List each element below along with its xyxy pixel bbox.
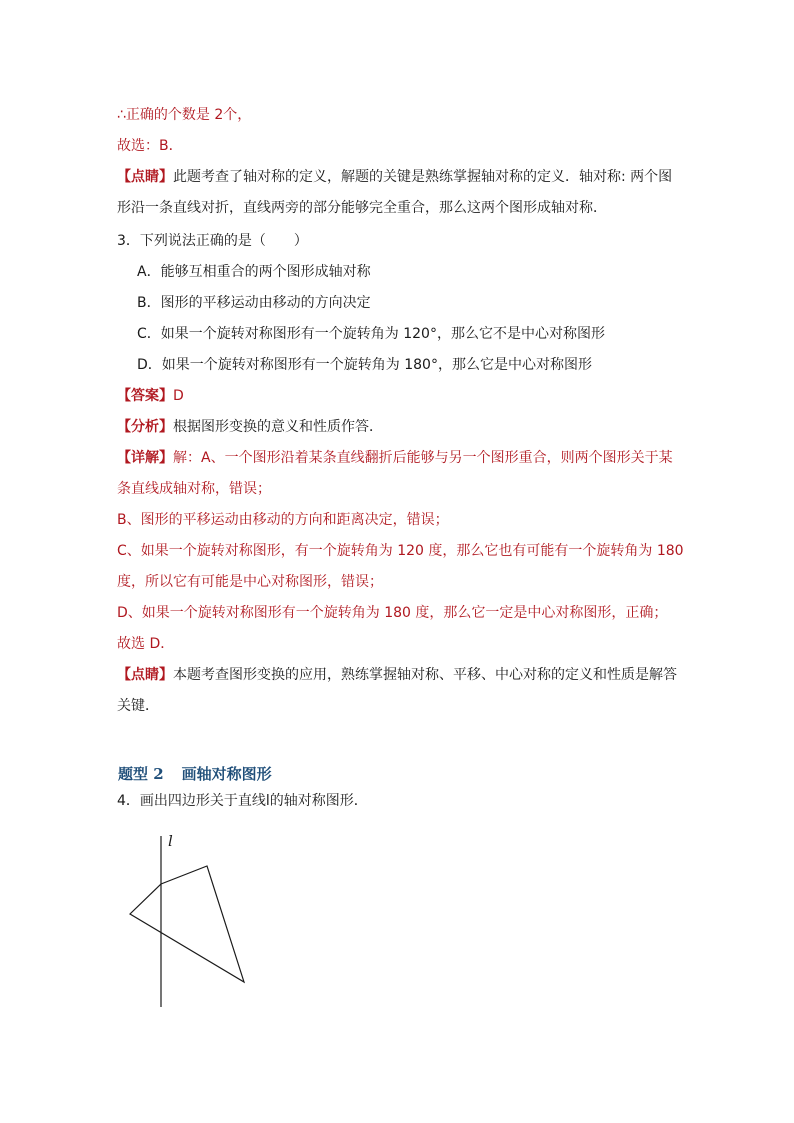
comment2-line-2: 关键．: [117, 698, 159, 714]
question-4: 4．画出四边形关于直线l的轴对称图形．: [117, 793, 368, 809]
option-d: D．如果一个旋转对称图形有一个旋转角为 180°，那么它是中心对称图形: [137, 357, 592, 373]
section-heading: 题型 2 画轴对称图形: [118, 765, 272, 783]
analysis-line: 【分析】根据图形变换的意义和性质作答．: [117, 419, 383, 435]
axis-label: l: [168, 832, 173, 850]
line-count: ∴正确的个数是 2个，: [117, 107, 252, 123]
question-3: 3．下列说法正确的是（ ）: [117, 233, 308, 249]
answer-line: 【答案】D: [117, 388, 184, 404]
detail-line-c2: 度，所以它有可能是中心对称图形，错误；: [117, 574, 383, 590]
detail-line-2: 条直线成轴对称，错误；: [117, 481, 271, 497]
quadrilateral: [130, 866, 244, 982]
line-comment-1: 【点睛】此题考查了轴对称的定义，解题的关键是熟练掌握轴对称的定义．轴对称: 两个图: [117, 169, 673, 185]
line-comment-2: 形沿一条直线对折，直线两旁的部分能够完全重合，那么这两个图形成轴对称．: [117, 200, 607, 216]
answer-value: D: [173, 388, 184, 404]
comment2-line-1: 【点睛】本题考查图形变换的应用，熟练掌握轴对称、平移、中心对称的定义和性质是解答: [117, 667, 677, 683]
detail-line-d: D、如果一个旋转对称图形有一个旋转角为 180 度，那么它一定是中心对称图形，正确；: [117, 605, 668, 621]
detail-line-b: B、图形的平移运动由移动的方向和距离决定，错误；: [117, 512, 449, 528]
option-a: A．能够互相重合的两个图形成轴对称: [137, 264, 371, 280]
comment-tag: 【点睛】: [117, 169, 173, 185]
option-c: C．如果一个旋转对称图形有一个旋转角为 120°，那么它不是中心对称图形: [137, 326, 605, 342]
choose-line: 故选 D．: [117, 636, 175, 652]
detail-line-1: 【详解】解：A、一个图形沿着某条直线翻折后能够与另一个图形重合，则两个图形关于某: [117, 450, 673, 466]
line-choice-b: 故选：B．: [117, 138, 183, 154]
detail-line-c1: C、如果一个旋转对称图形，有一个旋转角为 120 度，那么它也有可能有一个旋转角为 180: [117, 543, 684, 559]
option-b: B．图形的平移运动由移动的方向决定: [137, 295, 371, 311]
